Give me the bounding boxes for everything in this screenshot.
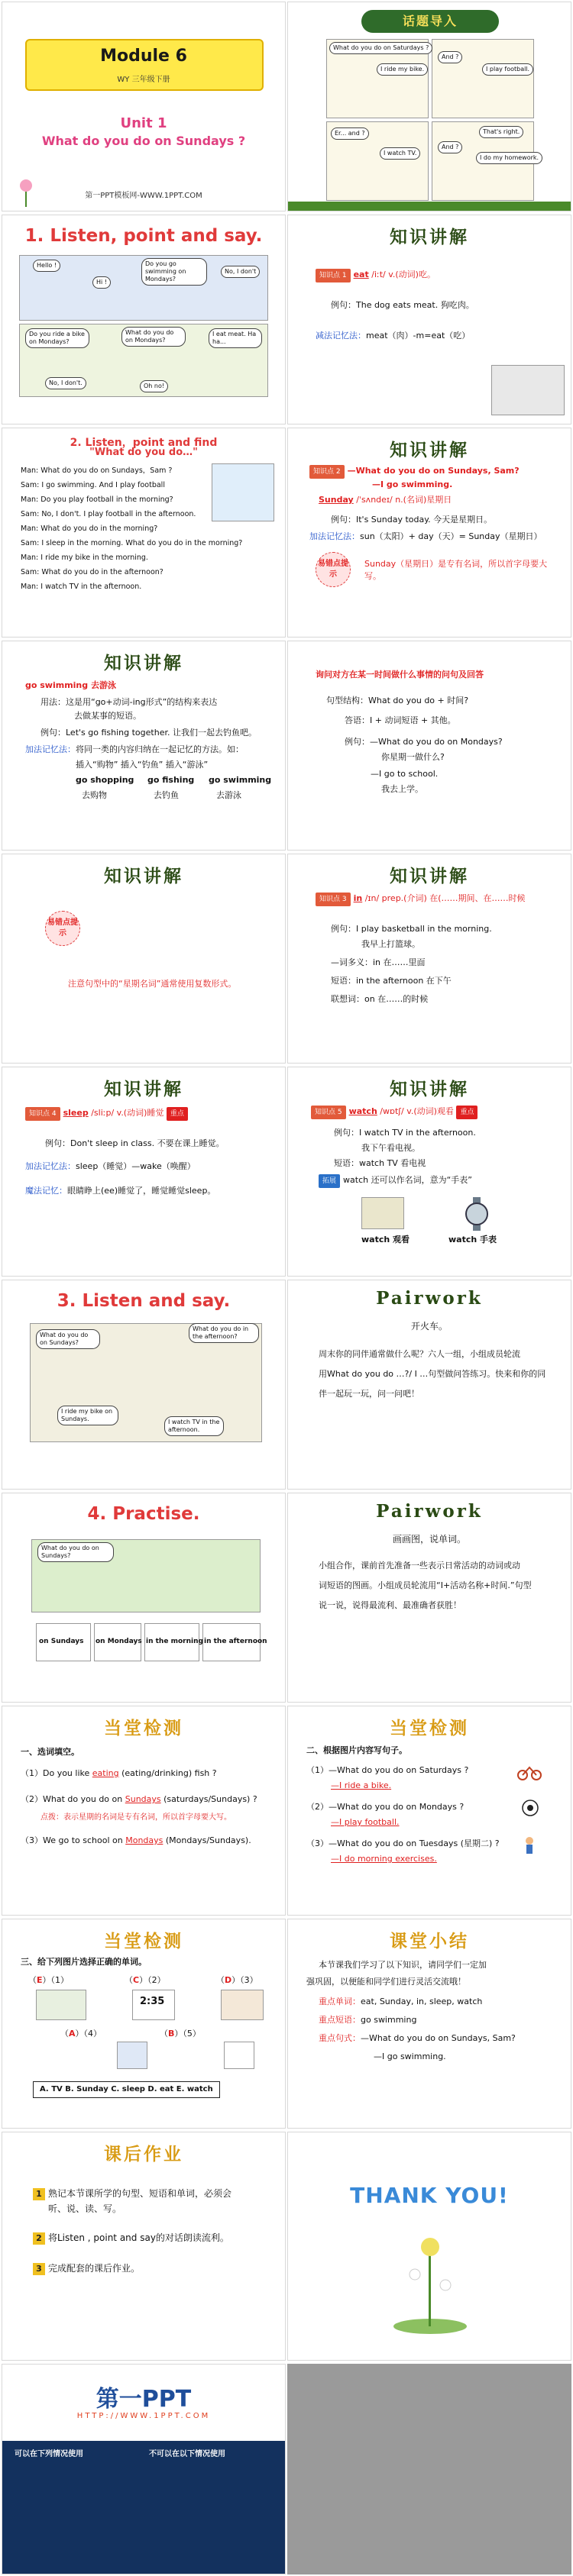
phrase-line: 短语：in the afternoon 在下午 bbox=[331, 976, 452, 986]
quiz-options: (saturdays/Sundays) ? bbox=[163, 1794, 257, 1804]
slide-summary[interactable] bbox=[287, 1919, 571, 2129]
summary-intro: 本节课我们学习了以下知识，请同学们一定加 bbox=[319, 1960, 487, 1970]
item-number: （4） bbox=[83, 2029, 102, 2039]
bike-icon bbox=[517, 1763, 542, 1781]
magic-label: 魔法记忆： bbox=[25, 1186, 67, 1196]
activity-text bbox=[319, 1556, 532, 1616]
exercise-icon bbox=[517, 1836, 542, 1859]
time-label: in the morning bbox=[146, 1638, 203, 1645]
polysemy-line: —词多义：in 在……里面 bbox=[331, 957, 426, 967]
slide-heading: 1. Listen, point and say. bbox=[24, 226, 263, 246]
bubble: Hello ! bbox=[33, 260, 60, 272]
slide-topic-intro[interactable] bbox=[287, 2, 571, 211]
module-title: Module 6 bbox=[100, 47, 187, 66]
quiz-answer: A bbox=[69, 2029, 76, 2039]
slide-heading: 知识讲解 bbox=[104, 867, 183, 886]
slide-pairwork-1[interactable] bbox=[287, 1280, 571, 1490]
slide-heading: 话题导入 bbox=[361, 10, 499, 33]
vocab-word: watch bbox=[348, 1106, 377, 1116]
question: —What do you do on Sundays, Sam? bbox=[347, 466, 520, 476]
word-bank: A. TV B. Sunday C. sleep D. eat E. watch bbox=[33, 2081, 220, 2098]
phrase-line: 短语：watch TV 看电视 bbox=[334, 1158, 426, 1168]
activity-line: 伴一起玩一玩，问一问吧！ bbox=[319, 1389, 419, 1399]
memory-text: 插入“购物” 插入“钓鱼” 插入“游泳” bbox=[76, 760, 209, 770]
slide-heading: 课后作业 bbox=[104, 2145, 183, 2164]
slide-knowledge-sleep[interactable] bbox=[2, 1067, 286, 1277]
phrase-item: go fishing bbox=[147, 775, 195, 785]
answer-paren: （ bbox=[28, 1975, 37, 1985]
slide-listen-find[interactable] bbox=[2, 428, 286, 638]
summary-value: go swimming bbox=[361, 2015, 417, 2025]
quiz-stem: （3）We go to school on bbox=[21, 1835, 123, 1845]
tv-picture bbox=[117, 2042, 147, 2069]
bubble: I watch TV. bbox=[380, 147, 420, 160]
brand-logo: 第一PPT bbox=[96, 2386, 192, 2413]
bubble: I watch TV in the afternoon. bbox=[164, 1416, 224, 1436]
vocab-word: eat bbox=[353, 270, 369, 279]
homework-item: 将Listen , point and say的对话朗读流利。 bbox=[48, 2232, 229, 2243]
license-panel bbox=[2, 2441, 285, 2574]
slide-quiz-1[interactable] bbox=[2, 1706, 286, 1916]
slide-heading: Pairwork bbox=[376, 1501, 483, 1522]
caption: watch 手表 bbox=[448, 1235, 497, 1244]
phrase-heading: go swimming 去游泳 bbox=[25, 680, 116, 690]
summary-label: 重点单词： bbox=[319, 1997, 361, 2006]
dialogue-line: Man: I ride my bike in the morning. bbox=[21, 554, 148, 562]
error-tip-badge: 易错点提示 bbox=[45, 911, 80, 946]
slide-homework[interactable] bbox=[2, 2132, 286, 2361]
slide-go-swimming[interactable] bbox=[2, 641, 286, 851]
activity-line: 用What do you do …?/ I …句型做问答练习。快来和你的同 bbox=[319, 1369, 546, 1379]
quiz-options: (Mondays/Sundays). bbox=[165, 1835, 251, 1845]
activity-name: 开火车。 bbox=[410, 1321, 448, 1332]
slide-thank-you[interactable] bbox=[287, 2132, 571, 2361]
vocab-word: in bbox=[353, 893, 363, 903]
slide-knowledge-watch[interactable] bbox=[287, 1067, 571, 1277]
quiz-question: （3）—What do you do on Tuesdays (星期二) ? bbox=[306, 1838, 500, 1848]
slide-heading: 知识讲解 bbox=[104, 1080, 183, 1099]
time-label: on Mondays bbox=[96, 1638, 142, 1645]
example-gloss: 你星期一做什么? bbox=[381, 752, 445, 762]
slide-title[interactable] bbox=[2, 2, 286, 211]
slide-heading: 知识讲解 bbox=[104, 654, 183, 673]
footer-bar bbox=[288, 202, 571, 211]
memory-text: 将同一类的内容归纳在一起记忆的方法。如： bbox=[76, 744, 244, 754]
dialogue-line: Sam: I go swimming. And I play football bbox=[21, 481, 165, 489]
slide-quiz-2[interactable] bbox=[287, 1706, 571, 1916]
vocab-phonetic: /ˈsʌndeɪ/ n.(名词)星期日 bbox=[356, 495, 452, 505]
summary-label: 重点短语： bbox=[319, 2015, 361, 2025]
slide-quiz-3[interactable]: 当堂检测 三、给下列图片选择正确的单词。 （E）（1） （C）（2） （D）（3） 2:35 （A）（4） （B）（5） A. TV B. Sunday C. sleep D. eat E. watch bbox=[2, 1919, 286, 2129]
memory-label: 加法记忆法： bbox=[25, 744, 76, 754]
bubble: What do you do on Saturdays ? bbox=[329, 42, 432, 54]
unit-title: Unit 1 bbox=[120, 115, 167, 131]
slide-heading: 知识讲解 bbox=[390, 228, 469, 247]
flower-icon bbox=[392, 2221, 468, 2336]
slide-heading: 2. Listen，point and find bbox=[70, 437, 218, 449]
slide-practise[interactable] bbox=[2, 1493, 286, 1703]
quiz-answer: —I play football. bbox=[331, 1817, 400, 1827]
example-sentence: —I go to school. bbox=[371, 769, 439, 779]
phrase-gloss: 去钓鱼 bbox=[154, 790, 179, 800]
slide-brand[interactable] bbox=[2, 2364, 286, 2574]
error-tip-badge: 易错点提示 bbox=[316, 552, 351, 587]
example-sentence: 例句：Let's go fishing together. 让我们一起去钓鱼吧。 bbox=[40, 728, 257, 738]
extend-badge: 拓展 bbox=[319, 1174, 340, 1188]
bubble: What do you do in the afternoon? bbox=[189, 1323, 259, 1343]
slide-heading: 知识讲解 bbox=[390, 1080, 469, 1099]
bubble: What do you do on Sundays? bbox=[36, 1329, 100, 1349]
quiz-answer: —I do morning exercises. bbox=[331, 1854, 437, 1864]
unit-subtitle: What do you do on Sundays ? bbox=[41, 134, 246, 148]
bubble: Oh no! bbox=[140, 380, 168, 392]
activity-line: 周末你的同伴通常做什么呢？六人一组，小组成员轮流 bbox=[319, 1349, 520, 1359]
phrase-item: go swimming bbox=[209, 775, 272, 785]
slide-knowledge-eat[interactable] bbox=[287, 215, 571, 424]
bubble: I ride my bike on Sundays. bbox=[57, 1406, 118, 1425]
knowledge-tag: 知识点 4 bbox=[25, 1107, 60, 1121]
quiz-heading: 三、给下列图片选择正确的单词。 bbox=[21, 1957, 147, 1967]
vocab-word: Sunday bbox=[319, 495, 354, 505]
slide-subheading: "What do you do…" bbox=[89, 447, 198, 458]
activity-name: 画画图，说单词。 bbox=[392, 1534, 466, 1545]
bubble: And ? bbox=[438, 141, 462, 153]
slide-knowledge-in[interactable] bbox=[287, 854, 571, 1064]
memory-text: sleep（睡觉）—wake（唤醒） bbox=[76, 1161, 196, 1171]
thank-you-text: THANK YOU! bbox=[350, 2183, 509, 2208]
summary-value: —What do you do on Sundays, Sam? bbox=[361, 2033, 516, 2043]
quiz-tip: 点拨：表示星期的名词是专有名词，所以首字母要大写。 bbox=[40, 1813, 231, 1822]
quiz-question: （2）—What do you do on Mondays ? bbox=[306, 1802, 465, 1812]
bubble: Do you ride a bike on Mondays? bbox=[25, 328, 89, 348]
bubble: Hi ! bbox=[92, 276, 111, 289]
illustration bbox=[212, 463, 274, 521]
quiz-answer: Mondays bbox=[125, 1835, 163, 1845]
usage-line: 用法：这是用“go+动词-ing形式”的结构来表达 bbox=[40, 697, 218, 707]
vocab-phonetic: /wɒtʃ/ v.(动词)观看 bbox=[380, 1106, 454, 1116]
bubble: What do you do on Mondays? bbox=[121, 327, 186, 347]
vocab-phonetic: /ɪn/ prep.(介词) 在(……期间、在……时候 bbox=[364, 893, 526, 903]
phrase-gloss: 去游泳 bbox=[216, 790, 241, 800]
item-number: 2 bbox=[33, 2232, 45, 2245]
quiz-answer: C bbox=[133, 1975, 140, 1985]
item-number: 1 bbox=[33, 2188, 45, 2200]
quiz-answer: —I ride a bike. bbox=[331, 1780, 392, 1790]
knowledge-tag: 知识点 2 bbox=[309, 465, 345, 479]
slide-heading: 知识讲解 bbox=[390, 441, 469, 460]
slide-heading: Pairwork bbox=[376, 1288, 483, 1309]
knowledge-tag: 知识点 1 bbox=[316, 269, 351, 282]
answer: —I go swimming. bbox=[372, 479, 453, 489]
slide-heading: 3. Listen and say. bbox=[57, 1291, 231, 1311]
slide-heading: 知识讲解 bbox=[390, 867, 469, 886]
quiz-answer: E bbox=[37, 1975, 43, 1985]
bubble: I play football. bbox=[482, 63, 533, 76]
dialogue bbox=[21, 463, 242, 594]
memory-text: sun（太阳）+ day（天）= Sunday（星期日） bbox=[360, 531, 542, 541]
dialogue-line: Sam: What do you do in the afternoon? bbox=[21, 568, 163, 576]
bubble: No, I don't. bbox=[45, 377, 86, 389]
slide-knowledge-sunday[interactable] bbox=[287, 428, 571, 638]
quiz-answer: Sundays bbox=[125, 1794, 161, 1804]
example-gloss: 我去上学。 bbox=[381, 784, 423, 794]
time-label: on Sundays bbox=[39, 1638, 84, 1645]
activity-text bbox=[319, 1344, 545, 1404]
slide-listen-and-say[interactable] bbox=[2, 1280, 286, 1490]
bubble: Er... and ? bbox=[331, 128, 369, 140]
quiz-heading: 二、根据图片内容写句子。 bbox=[306, 1745, 407, 1755]
memory-label: 加法记忆法： bbox=[25, 1161, 76, 1171]
tip-text: 注意句型中的“星期名词”通常使用复数形式。 bbox=[68, 979, 237, 989]
slide-question-pattern[interactable] bbox=[287, 641, 571, 851]
pattern-line: 句型结构：What do you do + 时间? bbox=[326, 696, 469, 705]
memory-label: 加法记忆法： bbox=[309, 531, 360, 541]
footer-site: 第一PPT模板网-WWW.1PPT.COM bbox=[85, 192, 202, 200]
quiz-answer: D bbox=[225, 1975, 232, 1985]
example-gloss: 我早上打篮球。 bbox=[361, 939, 420, 949]
quiz-picture bbox=[36, 1990, 86, 2020]
quiz-options: (eating/drinking) fish ? bbox=[121, 1768, 217, 1778]
activity-line: 小组合作，课前首先准备一些表示日常活动的动词或动 bbox=[319, 1561, 520, 1570]
example-sentence: 例句：Don't sleep in class. 不要在课上睡觉。 bbox=[45, 1138, 225, 1148]
item-number: （1） bbox=[50, 1975, 70, 1985]
quiz-stem: （1）Do you like bbox=[21, 1768, 90, 1778]
bubble: That's right. bbox=[479, 126, 523, 138]
item-number: （5） bbox=[183, 2029, 201, 2039]
slide-heading: 4. Practise. bbox=[87, 1504, 200, 1524]
dialogue-line: Man: What do you do in the morning? bbox=[21, 525, 158, 533]
homework-item: 听、说、读、写。 bbox=[48, 2203, 122, 2214]
slide-heading: 课堂小结 bbox=[390, 1932, 469, 1951]
bubble: I eat meat. Ha ha... bbox=[209, 328, 262, 348]
dialogue-line: Man: Do you play football in the morning? bbox=[21, 496, 173, 504]
bubble: Do you go swimming on Mondays? bbox=[141, 258, 207, 286]
bubble: I do my homework. bbox=[476, 152, 542, 164]
empty-slot bbox=[287, 2364, 571, 2574]
vocab-word: sleep bbox=[63, 1108, 89, 1118]
time-label: in the afternoon bbox=[204, 1638, 267, 1645]
license-allowed: 可以在下列情况使用 bbox=[15, 2450, 83, 2458]
license-forbidden: 不可以在以下情况使用 bbox=[149, 2450, 225, 2458]
publisher: WY 三年级下册 bbox=[117, 76, 170, 84]
dialogue-line: Sam: No, I don't. I play football in the afternoon. bbox=[21, 510, 196, 518]
example-sentence: 例句：I play basketball in the morning. bbox=[331, 924, 492, 934]
dialogue-line: Man: What do you do on Sundays，Sam ? bbox=[21, 466, 173, 475]
caption: watch 观看 bbox=[361, 1235, 410, 1244]
vocab-phonetic: /sliːp/ v.(动词)睡觉 bbox=[91, 1108, 164, 1118]
example-sentence: 例句：The dog eats meat. 狗吃肉。 bbox=[331, 300, 474, 310]
football-icon bbox=[522, 1800, 539, 1816]
calendar-picture bbox=[224, 2042, 254, 2069]
item-number: 3 bbox=[33, 2263, 45, 2275]
pattern-line: 答语：I + 动词短语 + 其他。 bbox=[345, 715, 456, 725]
dog-photo bbox=[491, 365, 565, 415]
clock-time: 2:35 bbox=[140, 1996, 165, 2007]
key-badge: 重点 bbox=[167, 1107, 188, 1121]
quiz-stem: （2）What do you do on bbox=[21, 1794, 123, 1804]
item-number: （3） bbox=[240, 1975, 258, 1985]
phrase-item: go shopping bbox=[76, 775, 134, 785]
item-number: （2） bbox=[147, 1975, 166, 1985]
knowledge-tag: 知识点 5 bbox=[311, 1106, 346, 1119]
bubble: What do you do on Sundays? bbox=[37, 1542, 114, 1562]
example-sentence: 例句：It's Sunday today. 今天是星期日。 bbox=[331, 515, 493, 525]
slide-tip[interactable] bbox=[2, 854, 286, 1064]
activity-line: 说一说，说得最流利、最准确者获胜！ bbox=[319, 1600, 461, 1610]
activity-line: 词短语的图画。小组成员轮流用“I+活动名称+时间.”句型 bbox=[319, 1580, 532, 1590]
example-sentence: 例句：I watch TV in the afternoon. bbox=[334, 1128, 476, 1138]
quiz-picture bbox=[221, 1990, 264, 2020]
homework-item: 完成配套的课后作业。 bbox=[48, 2263, 141, 2274]
knowledge-tag: 知识点 3 bbox=[316, 893, 351, 906]
quiz-answer: B bbox=[168, 2029, 175, 2039]
bubble: No, I don't bbox=[221, 266, 260, 278]
bubble: I ride my bike. bbox=[377, 63, 428, 76]
summary-value: —I go swimming. bbox=[374, 2051, 446, 2061]
example-sentence: 例句：—What do you do on Mondays? bbox=[345, 737, 503, 747]
slide-heading: 当堂检测 bbox=[390, 1719, 469, 1738]
slide-listen-point-say[interactable] bbox=[2, 215, 286, 424]
slide-heading: 当堂检测 bbox=[104, 1719, 183, 1738]
extend-text: watch 还可以作名词，意为“手表” bbox=[343, 1175, 472, 1185]
error-tip-text: Sunday（星期日）是专有名词，所以首字母要大写。 bbox=[364, 559, 548, 581]
key-badge: 重点 bbox=[456, 1106, 478, 1119]
summary-value: eat, Sunday, in, sleep, watch bbox=[361, 1997, 483, 2006]
usage-line: 去做某事的短语。 bbox=[74, 711, 141, 721]
dialogue-line: Man: I watch TV in the afternoon. bbox=[21, 583, 142, 591]
vocab-phonetic: /iːt/ v.(动词)吃。 bbox=[371, 270, 435, 279]
related-line: 联想词：on 在……的时候 bbox=[331, 994, 429, 1004]
memory-text: meat（肉）-m=eat（吃） bbox=[366, 331, 471, 341]
slide-pairwork-2[interactable] bbox=[287, 1493, 571, 1703]
quiz-answer: eating bbox=[92, 1768, 119, 1778]
flower-icon bbox=[15, 178, 37, 208]
phrase-gloss: 去购物 bbox=[82, 790, 107, 800]
summary-intro: 强巩固，以便能和同学们进行灵活交流哦！ bbox=[306, 1977, 466, 1987]
quiz-heading: 一、选词填空。 bbox=[21, 1747, 79, 1757]
watch-icon bbox=[459, 1197, 494, 1231]
dialogue-line: Sam: I sleep in the morning. What do you do in the morning? bbox=[21, 539, 243, 547]
quiz-question: （1）—What do you do on Saturdays ? bbox=[306, 1765, 469, 1775]
bubble: And ? bbox=[438, 51, 462, 63]
memory-label: 减法记忆法： bbox=[316, 331, 366, 341]
homework-item: 熟记本节课所学的句型、短语和单词，必须会 bbox=[48, 2188, 232, 2199]
slide-heading: 当堂检测 bbox=[104, 1932, 183, 1951]
pattern-heading: 询问对方在某一时间做什么事情的问句及回答 bbox=[316, 670, 484, 680]
summary-label: 重点句式： bbox=[319, 2033, 361, 2043]
brand-url[interactable]: HTTP://WWW.1PPT.COM bbox=[76, 2412, 211, 2420]
example-gloss: 我下午看电视。 bbox=[361, 1143, 420, 1153]
magic-text: 眼睛睁上(ee)睡觉了，睡觉睡觉sleep。 bbox=[67, 1186, 216, 1196]
tv-image bbox=[361, 1197, 404, 1229]
